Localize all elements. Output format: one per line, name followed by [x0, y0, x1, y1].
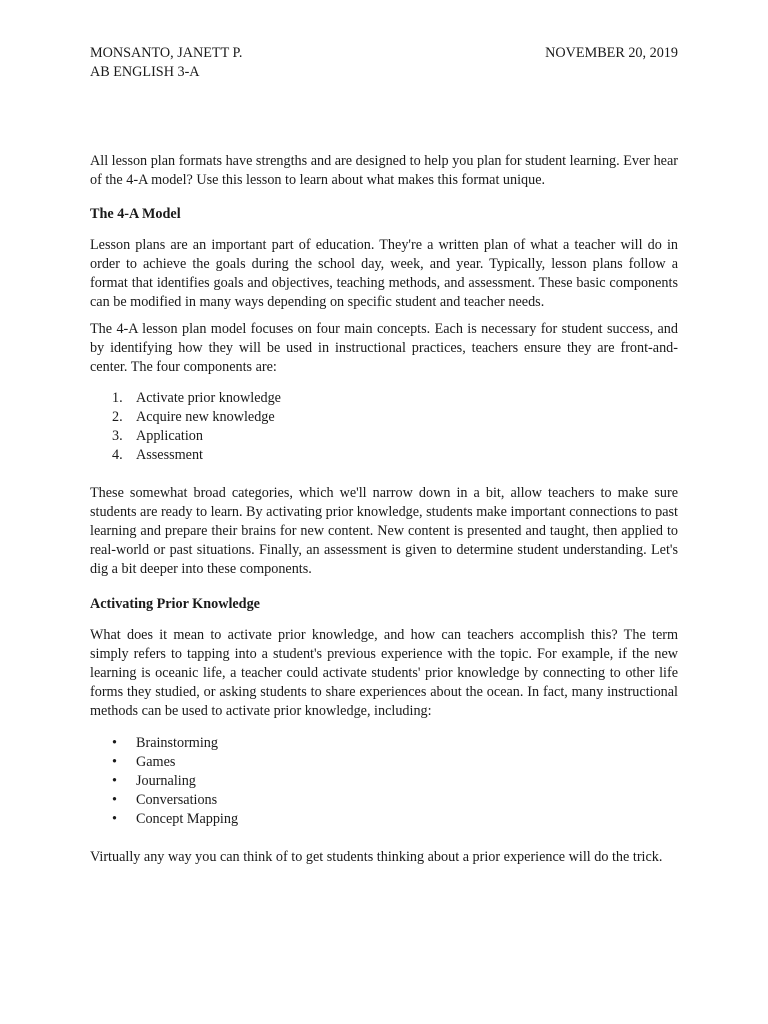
- list-item-text: Conversations: [136, 792, 218, 808]
- document-date: NOVEMBER 20, 2019: [545, 45, 678, 61]
- list-item: [90, 772, 678, 791]
- paragraph-4a-concepts: The 4-A lesson plan model focuses on four main concepts. Each is necessary for student success, and by identifying how they will be used in instructional practices, teachers ensure they are front-and-center. The four components are:: [90, 321, 678, 375]
- list-item-text: Acquire new knowledge: [136, 409, 275, 425]
- header-row: [90, 44, 678, 63]
- methods-list: [90, 734, 678, 829]
- list-item: [90, 810, 678, 829]
- list-number: 4.: [112, 447, 123, 463]
- list-item: [90, 734, 678, 753]
- list-item-text: Concept Mapping: [136, 811, 239, 827]
- list-item-text: Journaling: [136, 773, 196, 789]
- section-heading-4a-model: The 4-A Model: [90, 206, 181, 222]
- bullet-icon: •: [112, 735, 117, 751]
- list-number: 1.: [112, 390, 123, 406]
- paragraph-prior-knowledge: What does it mean to activate prior knowledge, and how can teachers accomplish this? The term simply refers to tapping into a student's previous experience with the topic. For example, if the new learning is oceanic life, a teacher could activate students' prior knowledge by connecting to other life forms they studied, or asking students to share experiences about the ocean. In fact, many instructional methods can be used to activate prior knowledge, including:: [90, 627, 678, 719]
- bullet-icon: •: [112, 811, 117, 827]
- list-item-text: Application: [136, 428, 203, 444]
- list-item-text: Assessment: [136, 447, 203, 463]
- document-page: [90, 44, 678, 867]
- class-row: [90, 63, 678, 82]
- list-item-text: Brainstorming: [136, 735, 218, 751]
- paragraph-lesson-plans: Lesson plans are an important part of education. They're a written plan of what a teacher will do in order to achieve the goals during the school day, week, and year. Typically, lesson plans follow a format that identifies goals and objectives, teaching methods, and assessment. These basic components can be modified in many ways depending on specific student and teacher needs.: [90, 237, 678, 310]
- class-name: AB ENGLISH 3-A: [90, 64, 200, 80]
- list-item-text: Games: [136, 754, 176, 770]
- list-item: [90, 791, 678, 810]
- list-number: 2.: [112, 409, 123, 425]
- bullet-icon: •: [112, 792, 117, 808]
- list-item: [90, 408, 678, 427]
- list-item-text: Activate prior knowledge: [136, 390, 281, 406]
- list-item: [90, 427, 678, 446]
- section-heading-activating-prior-knowledge: Activating Prior Knowledge: [90, 596, 260, 612]
- list-item: [90, 389, 678, 408]
- list-item: [90, 446, 678, 465]
- closing-paragraph: Virtually any way you can think of to get students thinking about a prior experience will do the trick.: [90, 849, 663, 865]
- intro-paragraph: All lesson plan formats have strengths and are designed to help you plan for student learning. Ever hear of the 4-A model? Use this lesson to learn about what makes this format unique.: [90, 153, 678, 188]
- author-name: MONSANTO, JANETT P.: [90, 45, 243, 61]
- bullet-icon: •: [112, 754, 117, 770]
- list-number: 3.: [112, 428, 123, 444]
- list-item: [90, 753, 678, 772]
- paragraph-broad-categories: These somewhat broad categories, which we'll narrow down in a bit, allow teachers to make sure students are ready to learn. By activating prior knowledge, students make important connections to past learning and prepare their brains for new content. New content is presented and taught, then applied to real-world or past situations. Finally, an assessment is given to determine student understanding. Let's dig a bit deeper into these components.: [90, 485, 678, 577]
- bullet-icon: •: [112, 773, 117, 789]
- components-list: [90, 389, 678, 465]
